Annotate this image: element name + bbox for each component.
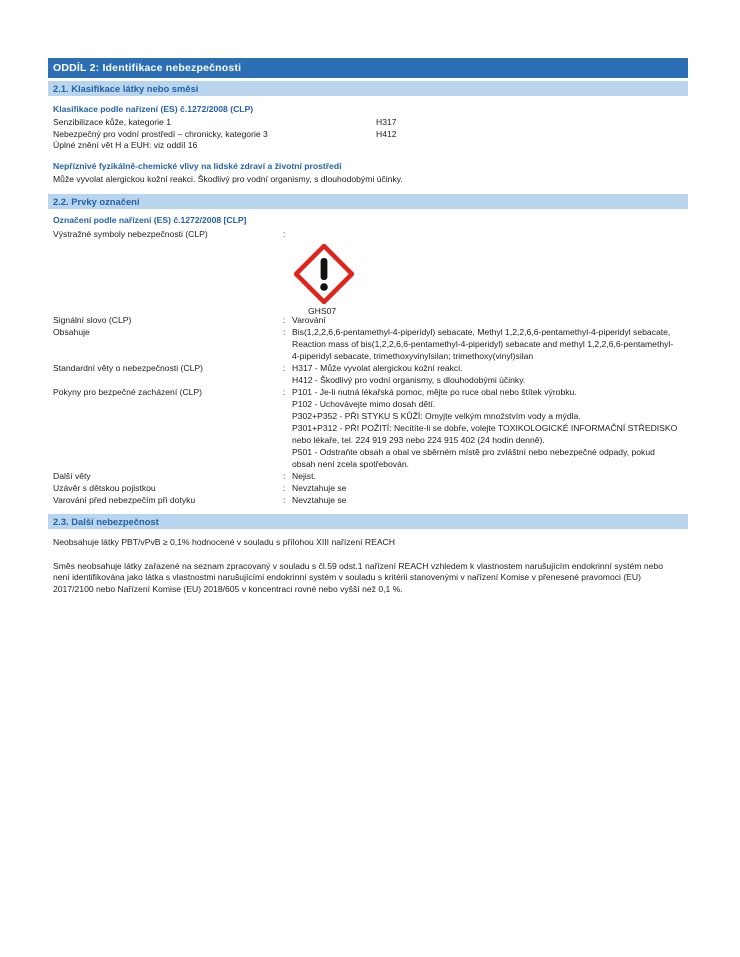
section-title: ODDÍL 2: Identifikace nebezpečnosti (48, 58, 688, 78)
other-phrases-row (48, 470, 688, 482)
colon: : (283, 229, 286, 239)
child-resistant-row (48, 482, 688, 494)
precautionary-statements-label: Pokyny pro bezpečné zacházení (CLP) (53, 387, 203, 397)
effects-text: Může vyvolat alergickou kožní reakci. Škodlivý pro vodní organismy, s dlouhodobými účinky. (53, 173, 403, 184)
child-resistant-label: Uzávěr s dětskou pojistkou (53, 483, 156, 493)
tactile-warning-row (48, 494, 688, 506)
exclamation-mark-hazard-icon (294, 244, 354, 304)
colon: : (283, 483, 286, 493)
other-phrases-value: Nejist. (292, 471, 316, 481)
sds-page (48, 58, 688, 595)
endocrine-text: Směs neobsahuje látky zařazené na seznam zpracovaný v souladu s čl.59 odst.1 nařízení REACH vzhledem k vlastnostem narušujícím endokrinní systém nebo není identifikována jako látka s vlastnostmi narušujícími endokrinní systém v souladu s kritérii stanovenými v nařízení Komise v přenesené pravomoci (EU) 2017/2100 nebo Nařízení Komise (EU) 2018/605 v koncentraci rovné nebo vyšší než 0,1 %. (53, 560, 663, 594)
colon: : (283, 315, 286, 325)
hazard-statements-row (48, 362, 688, 386)
signal-word-label: Signální slovo (CLP) (53, 315, 132, 325)
tactile-warning-value: Nevztahuje se (292, 495, 347, 505)
precautionary-statement: P101 - Je-li nutná lékařská pomoc, mějte po ruce obal nebo štítek výrobku. (292, 387, 577, 397)
hazard-statement: H317 - Může vyvolat alergickou kožní reakci. (292, 363, 463, 373)
classification-name: Nebezpečný pro vodní prostředí – chronicky, kategorie 3 (53, 128, 268, 139)
pbt-text: Neobsahuje látky PBT/vPvB ≥ 0,1% hodnocené v souladu s přílohou XIII nařízení REACH (53, 537, 395, 547)
signal-word-row (48, 314, 688, 326)
precautionary-statement: P501 - Odstraňte obsah a obal ve sběrném místě pro zvláštní nebo nebezpečné odpady, pokud obsah není zcela spotřebován. (292, 447, 655, 469)
pictogram-code: GHS07 (308, 306, 337, 316)
classification-row (48, 117, 688, 129)
contains-label: Obsahuje (53, 327, 90, 337)
effects-title: Nepříznivé fyzikálně-chemické vlivy na lidské zdraví a životní prostředí (53, 160, 342, 171)
signal-word-value: Varování (292, 315, 326, 325)
classification-name: Senzibilizace kůže, kategorie 1 (53, 117, 171, 127)
colon: : (283, 327, 286, 337)
hazard-statement: H412 - Škodlivý pro vodní organismy, s dlouhodobými účinky. (292, 375, 526, 385)
subsection-2-3-title: 2.3. Další nebezpečnost (48, 514, 688, 529)
clp-labelling-title: Označení podle nařízení (ES) č.1272/2008 [CLP] (53, 215, 247, 225)
contains-row (48, 326, 688, 362)
colon: : (283, 387, 286, 397)
clp-classification-title: Klasifikace podle nařízení (ES) č.1272/2008 (CLP) (53, 104, 254, 114)
contains-value: Bis(1,2,2,6,6-pentamethyl-4-piperidyl) sebacate, Methyl 1,2,2,6,6-pentamethyl-4-piperidyl sebacate, Reaction mass of bis(1,2,2,6,6-pentamethyl-4-piperidyl) sebacate and methyl 1,2,2,6,6-pentamethyl-4-piperidyl sebacate, trimethoxyvinylsilan; trimethoxy(vinyl)silan (292, 327, 674, 361)
precautionary-statement: P301+P312 - PŘI POŽITÍ: Necítíte-li se dobře, volejte TOXIKOLOGICKÉ INFORMAČNÍ STŘEDISKO nebo lékaře, tel. 224 919 293 nebo 224 915 402 (24 hodin denně). (292, 423, 678, 445)
child-resistant-value: Nevztahuje se (292, 483, 347, 493)
classification-row (48, 129, 688, 141)
colon: : (283, 471, 286, 481)
hazard-statements-label: Standardní věty o nebezpečnosti (CLP) (53, 363, 204, 373)
subsection-2-2-title: 2.2. Prvky označení (48, 194, 688, 209)
precautionary-statements-row (48, 386, 688, 470)
classification-code: H412 (376, 128, 397, 139)
pictograms-row (48, 228, 688, 240)
full-text-note: Úplné znění vět H a EUH: viz oddíl 16 (53, 140, 198, 150)
precautionary-statement: P302+P352 - PŘI STYKU S KŮŽÍ: Omyjte velkým množstvím vody a mýdla. (292, 411, 581, 421)
subsection-2-1-title: 2.1. Klasifikace látky nebo směsi (48, 81, 688, 96)
pictograms-label: Výstražné symboly nebezpečnosti (CLP) (53, 229, 208, 239)
colon: : (283, 495, 286, 505)
tactile-warning-label: Varování před nebezpečím při dotyku (53, 495, 196, 505)
precautionary-statement: P102 - Uchovávejte mimo dosah dětí. (292, 399, 436, 409)
colon: : (283, 363, 286, 373)
other-phrases-label: Další věty (53, 471, 91, 481)
classification-code: H317 (376, 117, 397, 127)
pictogram-block (48, 244, 688, 314)
